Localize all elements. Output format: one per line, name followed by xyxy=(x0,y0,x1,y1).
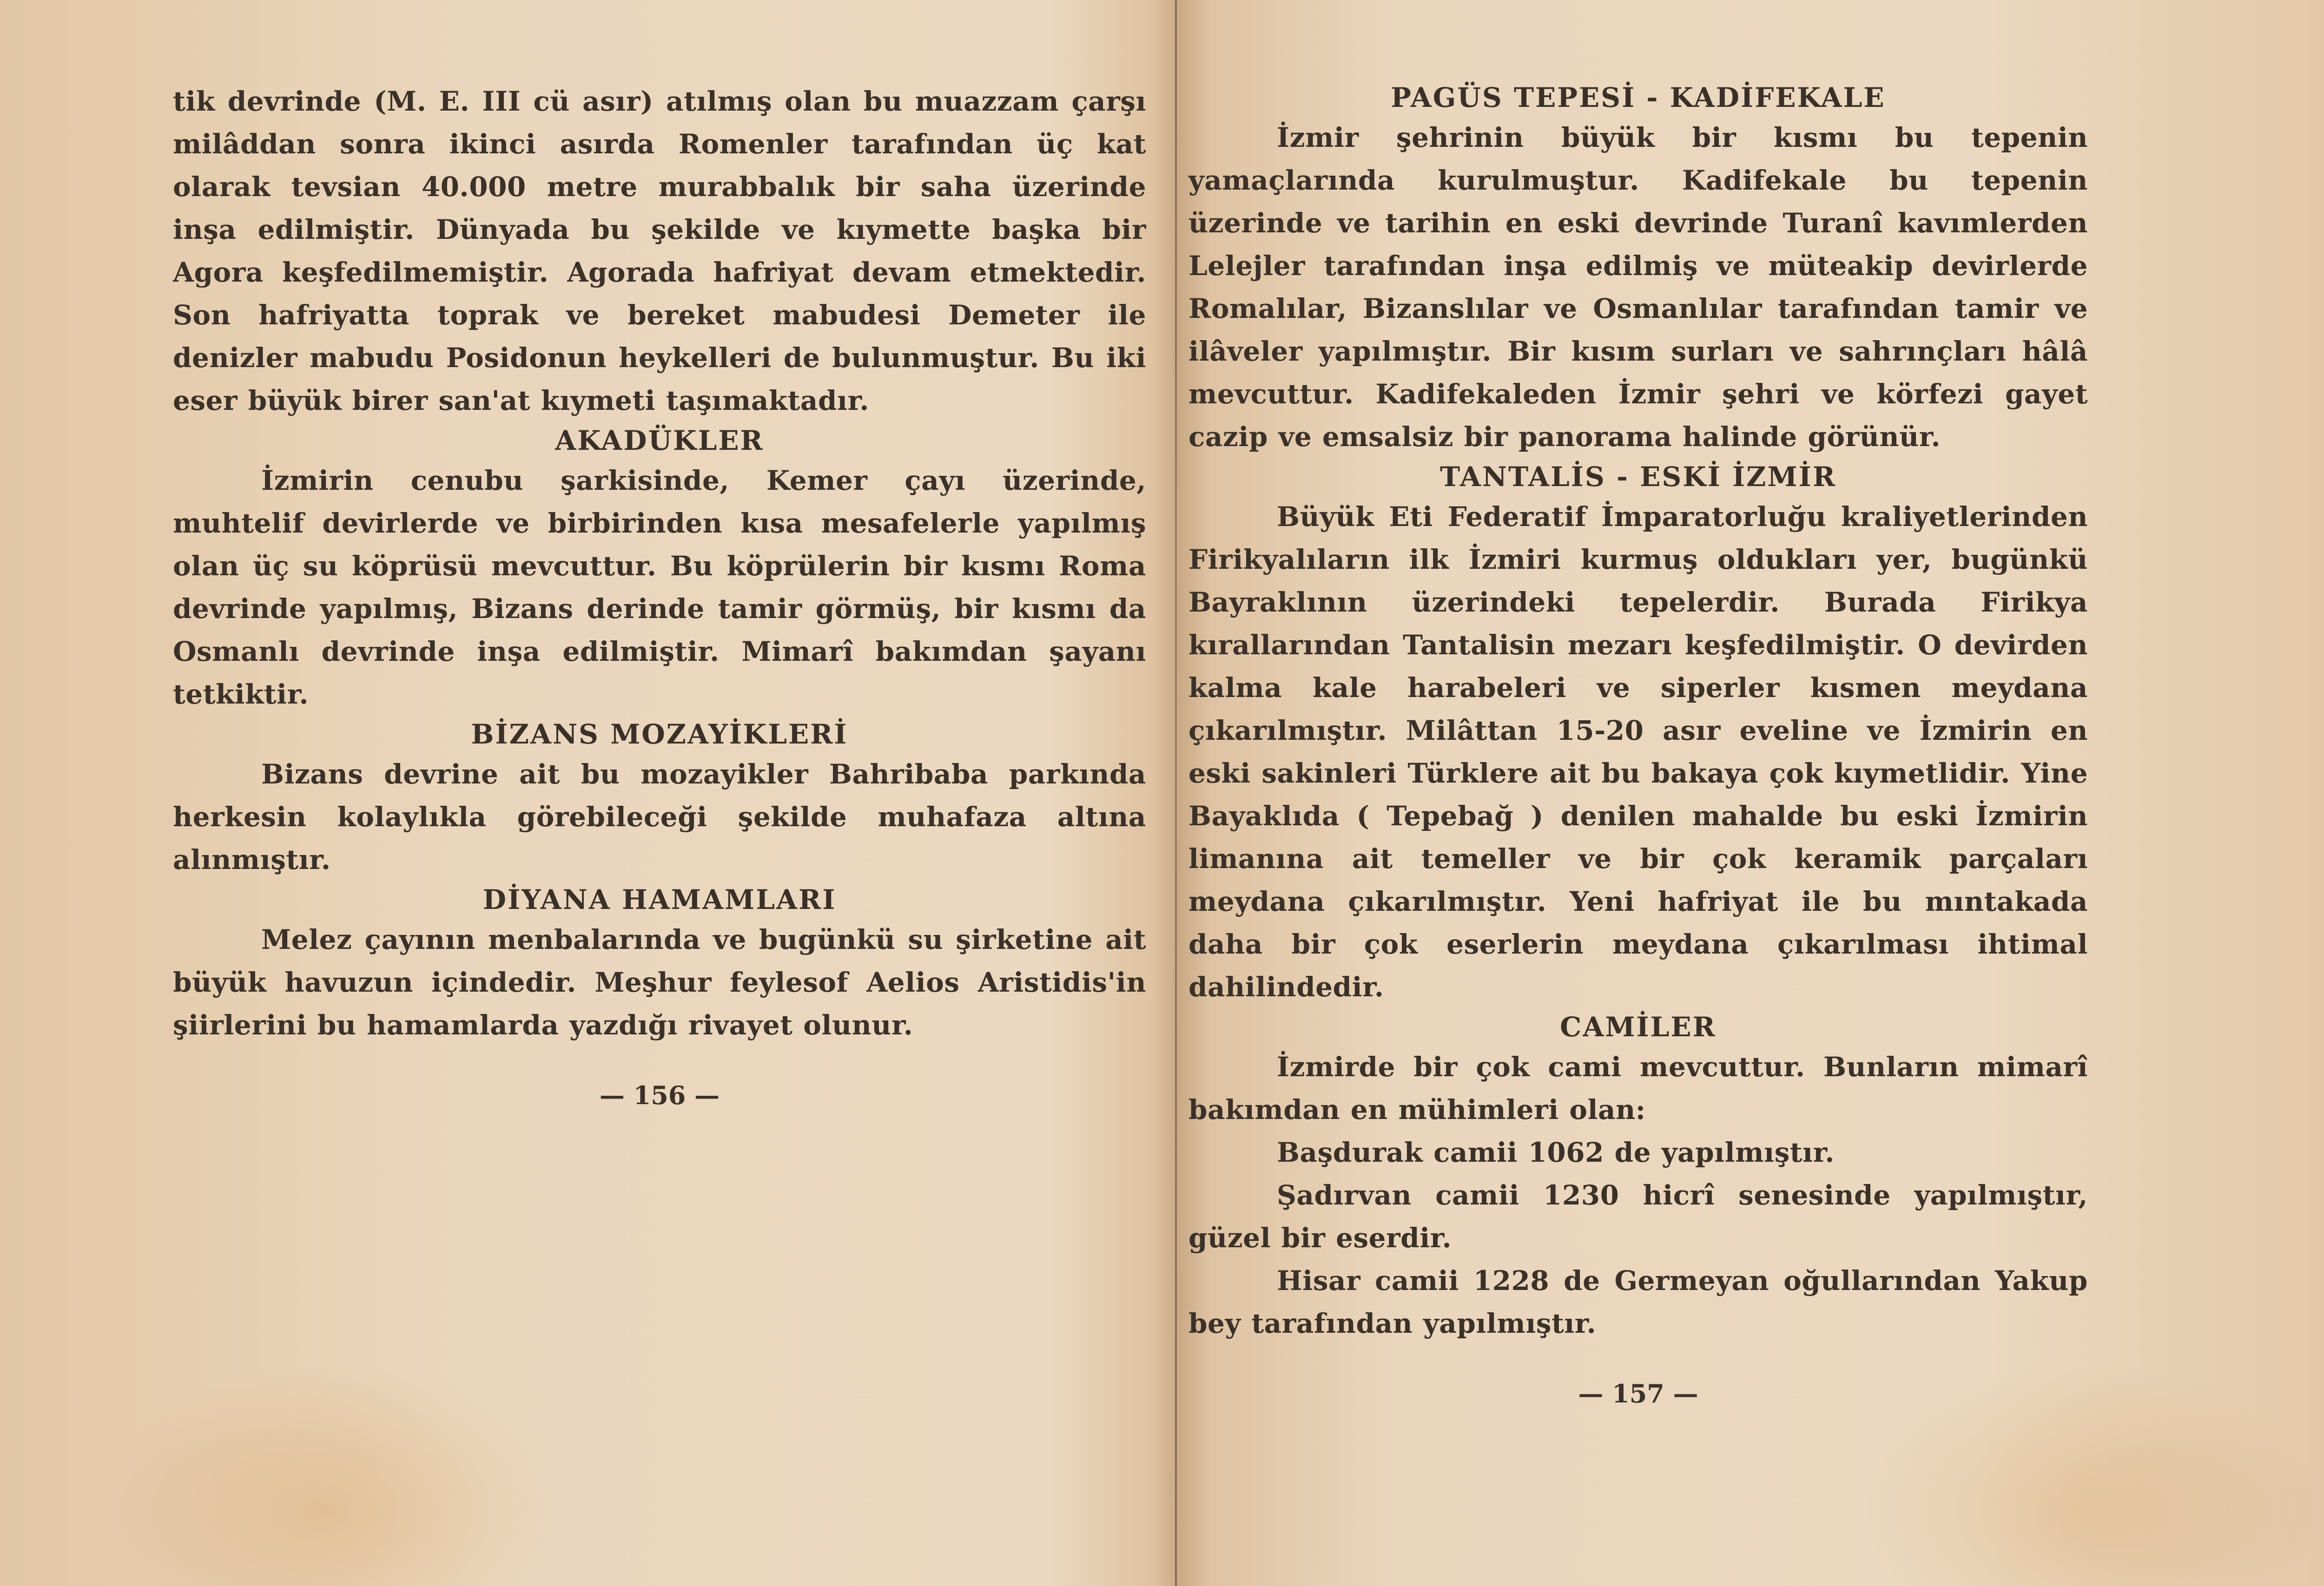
section-heading-pagus-tepesi: PAGÜS TEPESİ - KADİFEKALE xyxy=(1391,82,1886,113)
right-page-column xyxy=(1188,79,2088,1345)
section-heading-camiler: CAMİLER xyxy=(1560,1011,1717,1043)
page-number-right: — 157 — xyxy=(1578,1379,1698,1408)
mosque-list-item: Şadırvan camii 1230 hicrî senesinde yapılmıştır, güzel bir eserdir. xyxy=(1188,1179,2088,1254)
section-text-akadukler: İzmirin cenubu şarkisinde, Kemer çayı üzerinde, muhtelif devirlerde ve birbirinden kısa mesafelerle yapılmış olan üç su köprüsü mevcuttur. Bu köprülerin bir kısmı Roma devrinde yapılmış, Bizans derinde tamir görmüş, bir kısmı da Osmanlı devrinde inşa edilmiştir. Mimarî bakımdan şayanı tetkiktir. xyxy=(173,465,1146,710)
section-heading-bizans-mozayikleri: BİZANS MOZAYİKLERİ xyxy=(471,718,848,750)
section-text-tantalis: Büyük Eti Federatif İmparatorluğu kraliyetlerinden Firikyalıların ilk İzmiri kurmuş oldukları yer, bugünkü Bayraklının üzerindeki tepelerdir. Burada Firikya kırallarından Tantalisin mezarı keşfedilmiştir. O devirden kalma kale harabeleri ve siperler kısmen meydana çıkarılmıştır. Milâttan 15-20 asır eveline ve İzmirin en eski sakinleri Türklere ait bu bakaya çok kıymetlidir. Yine Bayaklıda ( Tepebağ ) denilen mahalde bu eski İzmirin limanına ait temeller ve bir çok keramik parçaları meydana çıkarılmıştır. Yeni hafriyat ile bu mıntakada daha bir çok eserlerin meydana çıkarılması ihtimal dahilindedir. xyxy=(1188,501,2088,1003)
section-text-diyana-hamamlari: Melez çayının menbalarında ve bugünkü su şirketine ait büyük havuzun içindedir. Meşhur feylesof Aelios Aristidis'in şiirlerini bu hamamlarda yazdığı rivayet olunur. xyxy=(173,924,1146,1041)
section-text-bizans-mozayikleri: Bizans devrine ait bu mozayikler Bahribaba parkında herkesin kolaylıkla görebileceği şekilde muhafaza altına alınmıştır. xyxy=(173,758,1146,875)
left-intro-paragraph: tik devrinde (M. E. III cü asır) atılmış olan bu muazzam çarşı milâddan sonra ikinci asırda Romenler tarafından üç kat olarak tevsian 40.000 metre murabbalık bir saha üzerinde inşa edilmiştir. Dünyada bu şekilde ve kıymette başka bir Agora keşfedilmemiştir. Agorada hafriyat devam etmektedir. Son hafriyatta toprak ve bereket mabudesi Demeter ile denizler mabudu Posidonun heykelleri de bulunmuştur. Bu iki eser büyük birer san'at kıymeti taşımaktadır. xyxy=(173,86,1146,416)
section-heading-tantalis: TANTALİS - ESKİ İZMİR xyxy=(1439,461,1837,493)
mosque-list-item: Hisar camii 1228 de Germeyan oğullarından Yakup bey tarafından yapılmıştır. xyxy=(1188,1265,2088,1339)
page-number-left: — 156 — xyxy=(599,1080,720,1110)
section-text-camiler: İzmirde bir çok cami mevcuttur. Bunların mimarî bakımdan en mühimleri olan: xyxy=(1188,1051,2088,1125)
section-heading-diyana-hamamlari: DİYANA HAMAMLARI xyxy=(482,884,837,915)
left-page-column xyxy=(173,80,1146,1046)
section-heading-akadukler: AKADÜKLER xyxy=(555,425,764,456)
right-page xyxy=(1177,0,2324,1586)
section-text-pagus-tepesi: İzmir şehrinin büyük bir kısmı bu tepenin yamaçlarında kurulmuştur. Kadifekale bu tepenin üzerinde ve tarihin en eski devrinde Turanî kavımlerden Lelejler tarafından inşa edilmiş ve müteakip devirlerde Romalılar, Bizanslılar ve Osmanlılar tarafından tamir ve ilâveler yapılmıştır. Bir kısım surları ve sahrınçları hâlâ mevcuttur. Kadifekaleden İzmir şehri ve körfezi gayet cazip ve emsalsiz bir panorama halinde görünür. xyxy=(1188,122,2088,453)
mosque-list-item: Başdurak camii 1062 de yapılmıştır. xyxy=(1277,1137,1835,1168)
